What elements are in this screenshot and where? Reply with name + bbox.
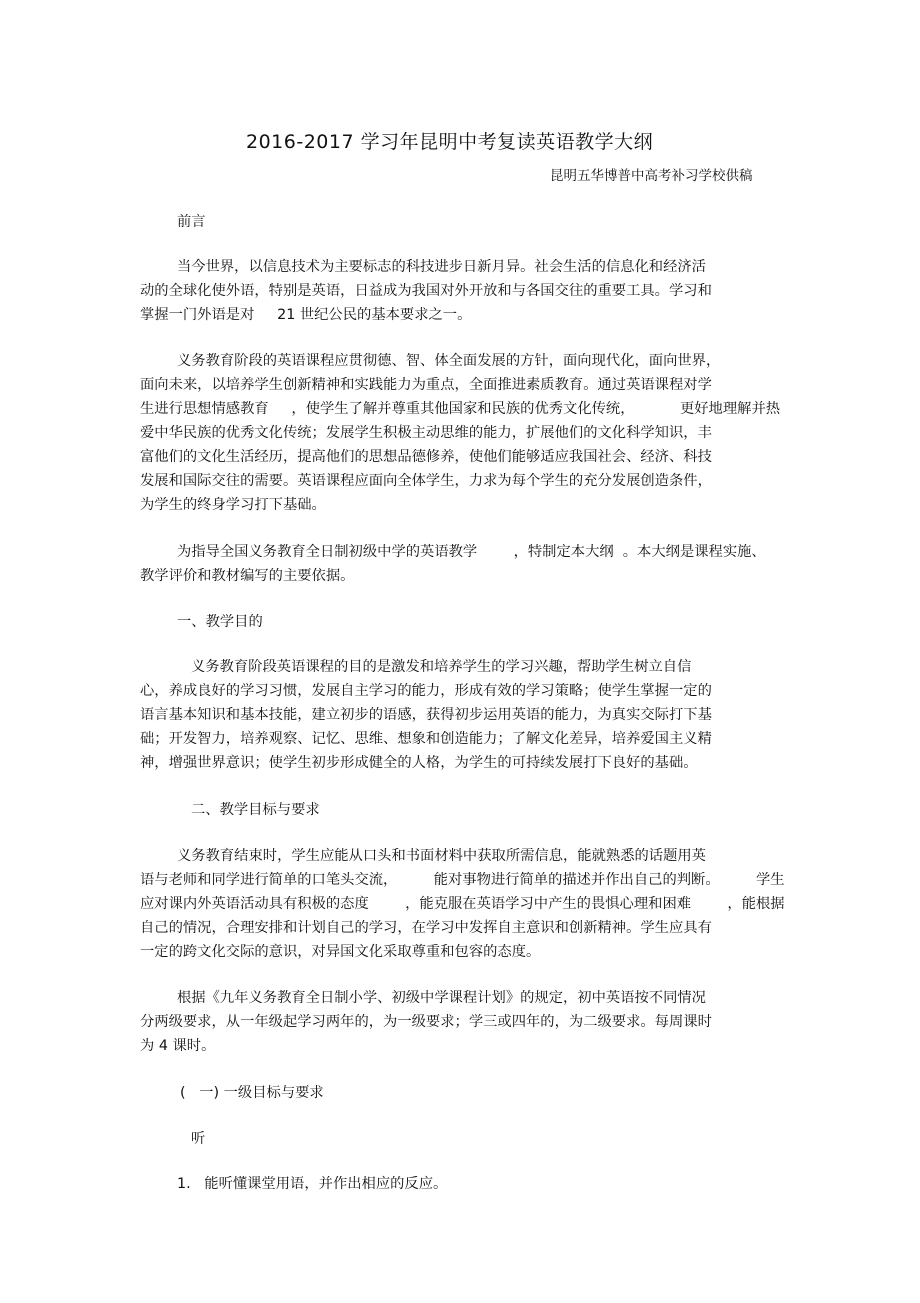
paragraph-line: 富他们的文化生活经历，提高他们的思想品德修养，使他们能够适应我国社会、经济、科技 bbox=[140, 449, 712, 465]
paragraph-line: 发展和国际交往的需要。英语课程应面向全体学生，力求为每个学生的充分发展创造条件， bbox=[140, 473, 712, 489]
paragraph-line: 应对课内外英语活动具有积极的态度 ，能克服在英语学习中产生的畏惧心理和困难 ，能根据 bbox=[140, 896, 785, 912]
paragraph-line: 面向未来，以培养学生创新精神和实践能力为重点，全面推进素质教育。通过英语课程对学 bbox=[140, 377, 712, 393]
paragraph-line: 义务教育阶段的英语课程应贯彻德、智、体全面发展的方针，面向现代化，面向世界， bbox=[177, 353, 721, 369]
paragraph-line: 心，养成良好的学习习惯，发展自主学习的能力，形成有效的学习策略；使学生掌握一定的 bbox=[140, 683, 712, 699]
document-title: 2016-2017 学习年昆明中考复读英语教学大纲 bbox=[246, 131, 654, 153]
paragraph-line: 为学生的终身学习打下基础。 bbox=[140, 497, 326, 513]
listening-heading: 听 bbox=[191, 1131, 206, 1147]
paragraph-line: 语言基本知识和基本技能，建立初步的语感，获得初步运用英语的能力，为真实交际打下基 bbox=[140, 707, 712, 723]
paragraph-line: 神，增强世界意识；使学生初步形成健全的人格，为学生的可持续发展打下良好的基础。 bbox=[140, 755, 698, 771]
paragraph-line: 分两级要求，从一年级起学习两年的，为一级要求；学三或四年的，为二级要求。每周课时 bbox=[140, 1014, 712, 1030]
paragraph-line: 动的全球化使外语，特别是英语，日益成为我国对外开放和与各国交往的重要工具。学习和 bbox=[140, 283, 712, 299]
paragraph-line: 爱中华民族的优秀文化传统；发展学生积极主动思维的能力，扩展他们的文化科学知识，丰 bbox=[140, 425, 712, 441]
preface-heading: 前言 bbox=[177, 214, 206, 230]
paragraph-line: 础；开发智力，培养观察、记忆、思维、想象和创造能力；了解文化差异，培养爱国主义精 bbox=[140, 731, 712, 747]
paragraph-line: 根据《九年义务教育全日制小学、初级中学课程计划》的规定，初中英语按不同情况 bbox=[177, 990, 706, 1006]
paragraph-line: 义务教育阶段英语课程的目的是激发和培养学生的学习兴趣，帮助学生树立自信 bbox=[191, 659, 692, 675]
subsection-heading-level-one: ( 一) 一级目标与要求 bbox=[180, 1085, 324, 1101]
paragraph-line: 义务教育结束时，学生应能从口头和书面材料中获取所需信息，能就熟悉的话题用英 bbox=[177, 848, 706, 864]
paragraph-line: 教学评价和教材编写的主要依据。 bbox=[140, 568, 355, 584]
paragraph-line: 为 4 课时。 bbox=[140, 1038, 216, 1054]
section-heading-goals: 二、教学目标与要求 bbox=[191, 802, 320, 818]
paragraph-line: 一定的跨文化交际的意识，对异国文化采取尊重和包容的态度。 bbox=[140, 944, 541, 960]
paragraph-line: 为指导全国义务教育全日制初级中学的英语教学 ，特制定本大纲 。本大纲是课程实施、 bbox=[177, 544, 766, 560]
section-heading-teaching-purpose: 一、教学目的 bbox=[177, 614, 263, 630]
byline: 昆明五华博普中高考补习学校供稿 bbox=[550, 168, 753, 184]
list-item: 1. 能听懂课堂用语，并作出相应的反应。 bbox=[177, 1176, 448, 1192]
paragraph-line: 当今世界，以信息技术为主要标志的科技进步日新月异。社会生活的信息化和经济活 bbox=[177, 259, 706, 275]
paragraph-line: 掌握一门外语是对 21 世纪公民的基本要求之一。 bbox=[140, 307, 472, 323]
paragraph-line: 生进行思想情感教育 ，使学生了解并尊重其他国家和民族的优秀文化传统， 更好地理解并热 bbox=[140, 401, 781, 417]
paragraph-line: 语与老师和同学进行简单的口笔头交流， 能对事物进行简单的描述并作出自己的判断。 学生 bbox=[140, 872, 785, 888]
paragraph-line: 自己的情况，合理安排和计划自己的学习，在学习中发挥自主意识和创新精神。学生应具有 bbox=[140, 920, 712, 936]
